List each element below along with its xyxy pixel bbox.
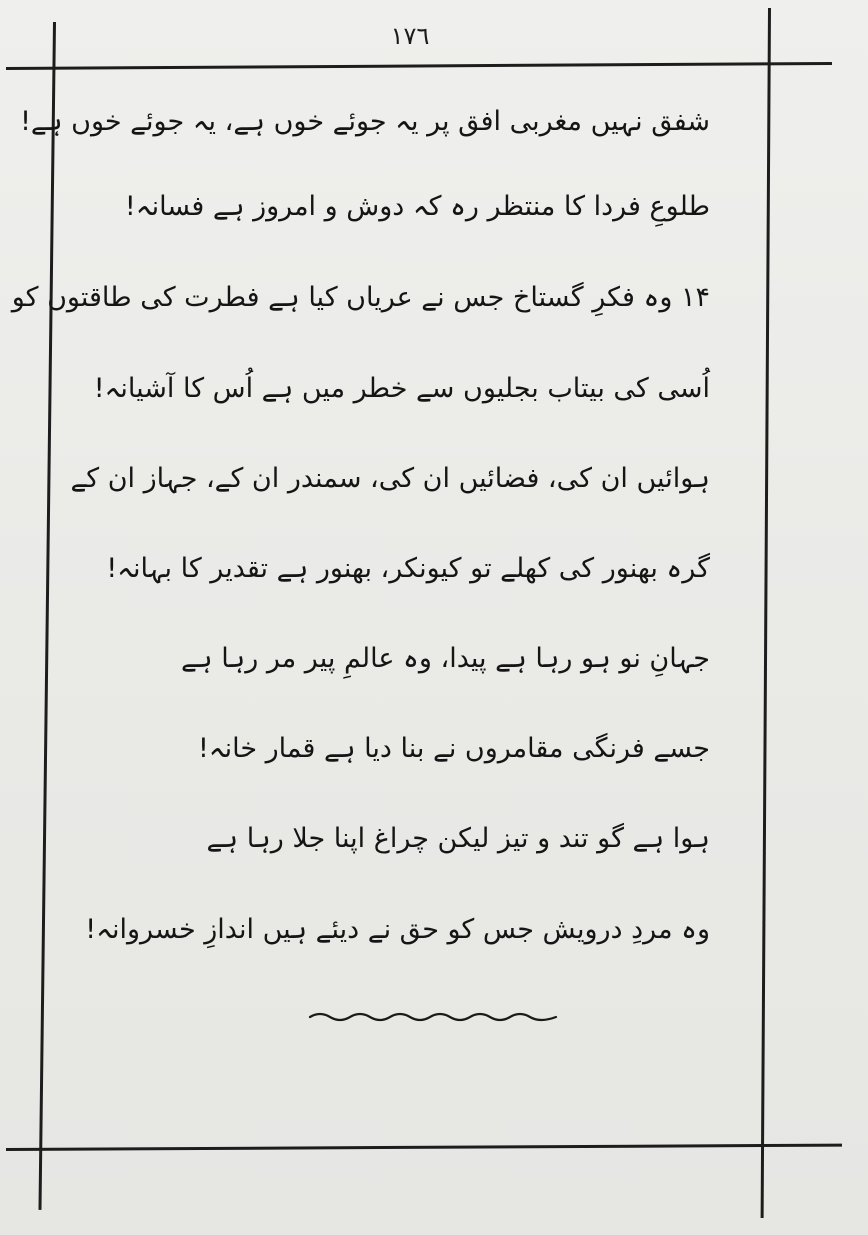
verse-line-5: ہوائیں ان کی، فضائیں ان کی، سمندر ان کے، جہاز ان کے xyxy=(70,463,710,494)
verse-line-9: ہوا ہے گو تند و تیز لیکن چراغ اپنا جلا رہا ہے xyxy=(206,823,710,854)
verse-line-7: جہانِ نو ہو رہا ہے پیدا، وہ عالمِ پیر مر رہا ہے xyxy=(180,643,710,674)
verse-line-4: اُسی کی بیتاب بجلیوں سے خطر میں ہے اُس کا آشیانہ! xyxy=(93,373,710,404)
page-number: ١٧٦ xyxy=(390,22,430,50)
verse-line-1: شفق نہیں مغربی افق پر یہ جوئے خوں ہے، یہ جوئے خوں ہے! xyxy=(20,106,710,137)
verse-line-3: ۱۴ وہ فکرِ گستاخ جس نے عریاں کیا ہے فطرت کی طاقتوں کو xyxy=(11,282,710,313)
verse-line-8: جسے فرنگی مقامروں نے بنا دیا ہے قمار خانہ! xyxy=(197,733,710,764)
verse-line-10: وہ مردِ درویش جس کو حق نے دیئے ہیں اندازِ خسروانہ! xyxy=(85,914,710,945)
wavy-line-ornament-icon xyxy=(308,1005,558,1029)
left-border-rule xyxy=(38,22,56,1210)
bottom-border-rule xyxy=(6,1144,842,1151)
verse-line-2: طلوعِ فردا کا منتظر رہ کہ دوش و امروز ہے فسانہ! xyxy=(124,191,710,222)
right-border-rule xyxy=(761,8,771,1218)
top-border-rule xyxy=(6,62,832,70)
verse-line-6: گرہ بھنور کی کھلے تو کیونکر، بھنور ہے تقدیر کا بہانہ! xyxy=(106,553,710,584)
